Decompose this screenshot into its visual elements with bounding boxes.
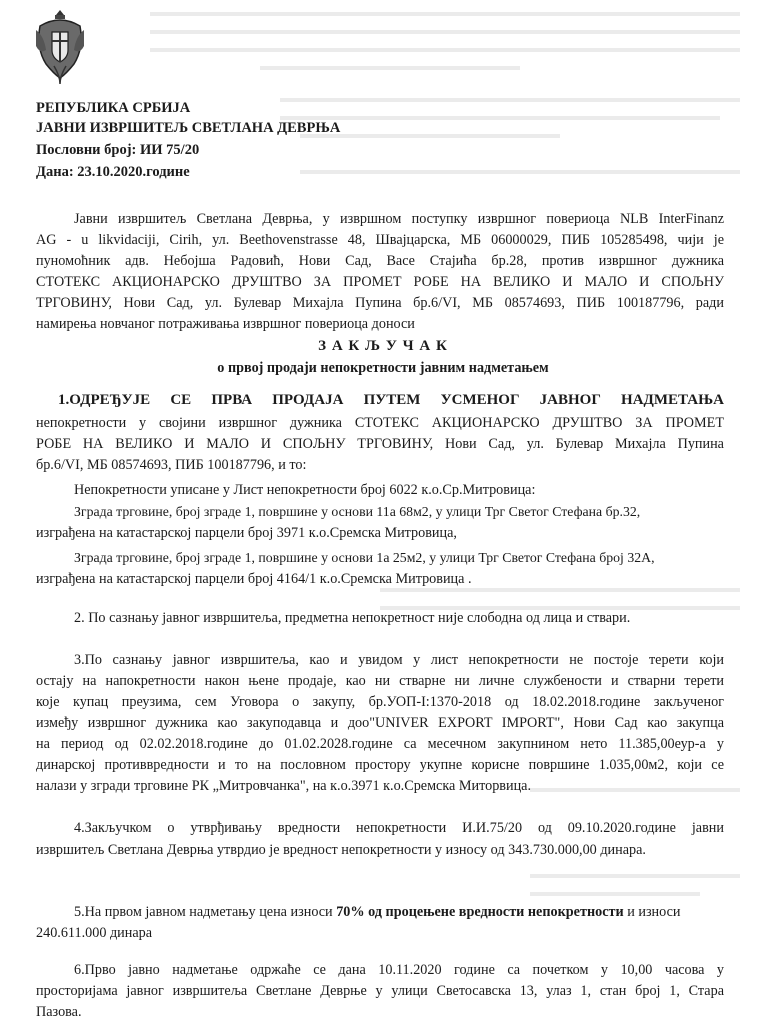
section-6-line: 6.Прво јавно надметање одржаће се дана 10.11.2020 године са почетком у 10,00 часова у — [74, 962, 724, 978]
section-5-percentage: 70% од процењене вредности непокретности — [336, 904, 624, 920]
section-5-suffix: и износи — [623, 904, 681, 920]
section-3-line: које купац преузима, сем Уговора о закупу, бр.УОП-I:1370-2018 од 18.02.2018.године закљученог — [36, 694, 724, 710]
property-list-intro: Непокретности уписане у Лист непокретности број 6022 к.о.Ср.Митровица: — [74, 482, 536, 498]
section-1-line: непокретности у својини извршног дужника СТОТЕКС АКЦИОНАРСКО ДРУШТВО ЗА ПРОМЕТ — [36, 415, 724, 431]
section-4-line: извршитељ Светлана Деврња утврдио је вредност непокретности у износу од 343.730.000,00 динара. — [36, 842, 646, 858]
coat-of-arms-icon — [34, 8, 86, 88]
case-number: Пословни број: ИИ 75/20 — [36, 142, 200, 158]
building-1-line-b: изграђена на катастарској парцели број 3971 к.о.Сремска Митровица, — [36, 525, 457, 541]
section-3-line: на период од 02.02.2018.године до 01.02.2028.године са месечном закупнином нето 11.385,00еур-а у — [36, 736, 724, 752]
section-3-line: између извршног дужника као закуподавца и доо"UNIVER EXPORT IMPORT", Нови Сад као закупца — [36, 715, 724, 731]
intro-line: СТОТЕКС АКЦИОНАРСКО ДРУШТВО ЗА ПРОМЕТ РОБЕ НА ВЕЛИКО И МАЛО И СПОЉНУ — [36, 274, 724, 290]
section-3-line: динарској противвредности и то на пословном простору укупне корисне површине 1.035,00м2, који се — [36, 757, 724, 773]
document-date: Дана: 23.10.2020.године — [36, 164, 190, 180]
intro-line: пуномоћник адв. Небојша Радовић, Нови Сад, Васе Стајића бр.28, против извршног дужника — [36, 253, 724, 269]
executor-heading: ЈАВНИ ИЗВРШИТЕЉ СВЕТЛАНА ДЕВРЊА — [36, 120, 341, 136]
section-6-line: просторијама јавног извршитеља Светлане Деврње у улици Светосавска 13, улаз 1, стан број 1, Стара — [36, 983, 724, 999]
section-5-amount: 240.611.000 динара — [36, 925, 153, 941]
republic-heading: РЕПУБЛИКА СРБИЈА — [36, 100, 191, 116]
section-4-line: 4.Закључком о утврђивању вредности непокретности И.И.75/20 од 09.10.2020.године јавни — [74, 820, 724, 836]
building-2-line-a: Зграда трговине, број зграде 1, површине у основи 1а 25м2, у улици Трг Светог Стефана број 32А, — [74, 550, 655, 565]
section-3-line: 3.По сазнању јавног извршитеља, као и увидом у лист непокретности не постоје терети који — [74, 652, 724, 668]
section-6-line: Пазова. — [36, 1004, 82, 1020]
intro-line: ТРГОВИНУ, Нови Сад, ул. Булевар Михајла Пупина бр.6/VI, МБ 08574693, ПИБ 100187796, ради — [36, 295, 724, 311]
section-5-line — [74, 904, 681, 921]
intro-line: намирења новчаног потраживања извршног повериоца доноси — [36, 316, 415, 332]
section-1-heading: 1.ОДРЕЂУЈЕ СЕ ПРВА ПРОДАЈА ПУТЕМ УСМЕНОГ ЈАВНОГ НАДМЕТАЊА — [58, 392, 724, 408]
intro-line: Јавни извршитељ Светлана Деврња, у извршном поступку извршног повериоца NLB InterFinanz — [74, 211, 724, 227]
document-subtitle: о првој продаји непокретности јавним надметањем — [217, 360, 549, 376]
section-1-line: РОБЕ НА ВЕЛИКО И МАЛО И СПОЉНУ ТРГОВИНУ, Нови Сад, ул. Булевар Михајла Пупина — [36, 436, 724, 452]
section-1-line: бр.6/VI, МБ 08574693, ПИБ 100187796, и то: — [36, 457, 307, 473]
building-1-line-a: Зграда трговине, број зграде 1, површине у основи 11а 68м2, у улици Трг Светог Стефана бр.32, — [74, 504, 641, 519]
building-2-line-b: изграђена на катастарској парцели број 4164/1 к.о.Сремска Митровица . — [36, 571, 472, 587]
document-title: З А К Љ У Ч А К — [318, 338, 448, 354]
intro-line: AG - u likvidaciji, Cirih, ул. Beethovenstrasse 48, Швајцарска, МБ 06000029, ПИБ 105285498, чији је — [36, 232, 724, 248]
section-5-prefix: 5.На првом јавном надметању цена износи — [74, 904, 337, 920]
section-3-line: налази у згради трговине РК „Митровчанка", на к.о.3971 к.о.Сремска Миторвица. — [36, 778, 532, 794]
section-3-line: остају на напокретности након њене продаје, као ни стварне ни личне службености и стварни терети — [36, 673, 724, 689]
section-2: 2. По сазнању јавног извршитеља, предметна непокретност није слободна од лица и ствари. — [74, 610, 631, 626]
